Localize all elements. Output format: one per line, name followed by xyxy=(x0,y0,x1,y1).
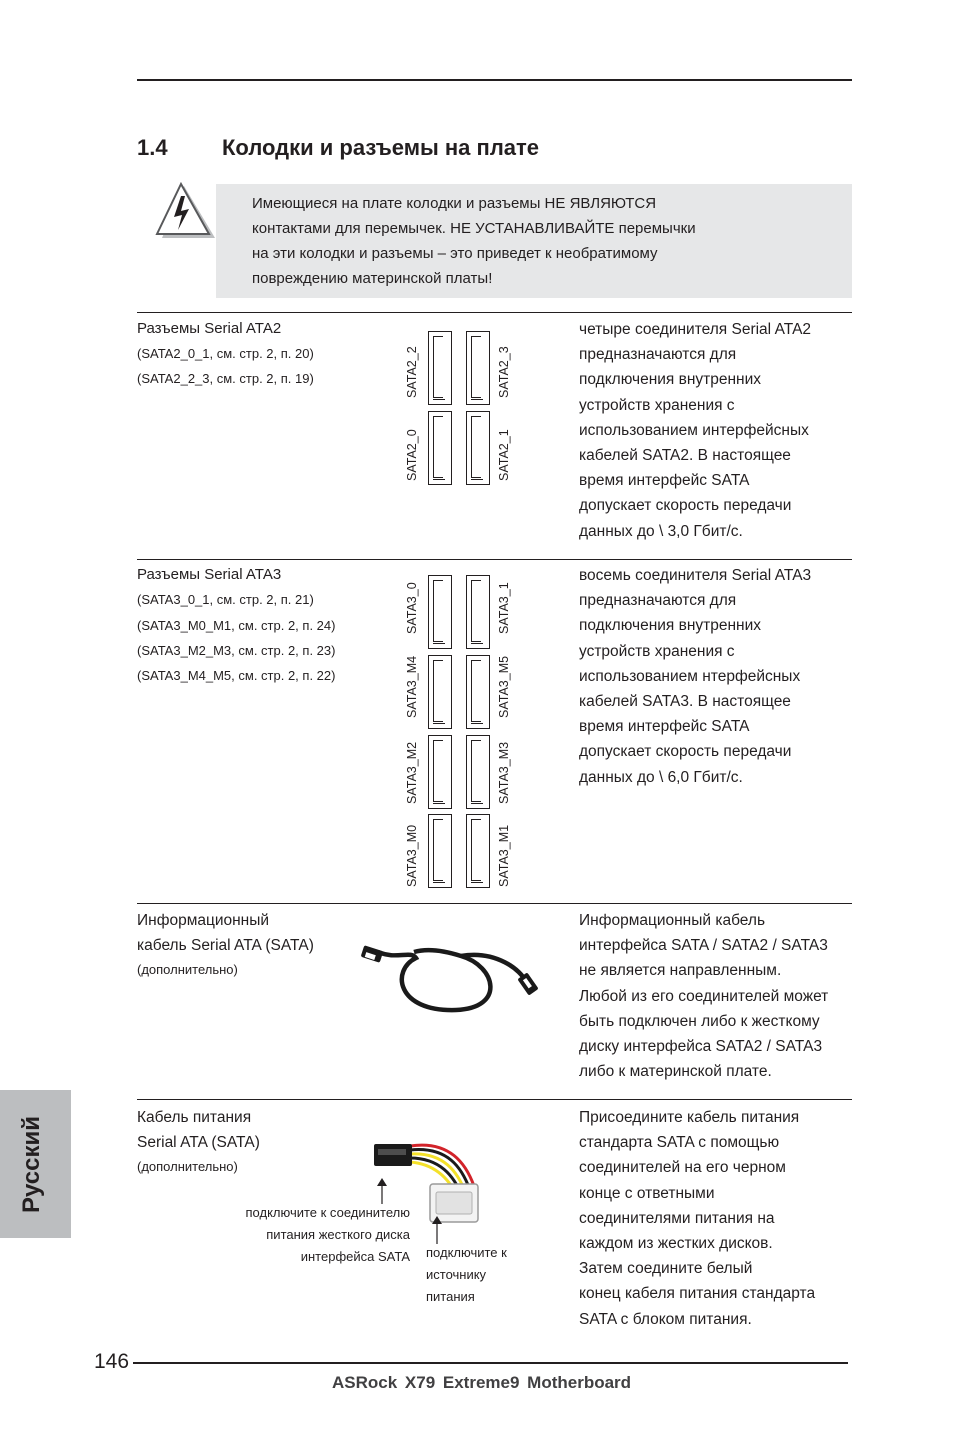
sata3-connector xyxy=(428,735,452,809)
footer-model: ASRock X79 Extreme9 Motherboard xyxy=(332,1373,632,1392)
sata3-ref: (SATA3_M4_M5, см. стр. 2, п. 22) xyxy=(137,668,336,683)
warning-icon xyxy=(153,182,219,242)
sata3-label: SATA3_M4 xyxy=(405,655,419,718)
warning-line: Имеющиеся на плате колодки и разъемы НЕ ЯВЛЯЮТСЯ xyxy=(252,195,657,212)
footer-rule xyxy=(133,1362,848,1364)
page-number: 146 xyxy=(94,1350,130,1373)
callout-hdd: подключите к соединителю питания жесткого диска интерфейса SATA xyxy=(245,1205,410,1264)
sata2-connector xyxy=(466,411,490,485)
sata3-title: Разъемы Serial ATA3 xyxy=(137,566,282,583)
divider xyxy=(137,559,852,560)
sata3-label: SATA3_M3 xyxy=(497,741,511,804)
sata3-label: SATA3_M0 xyxy=(405,824,419,887)
power-cable-optional: (дополнительно) xyxy=(137,1159,238,1174)
warning-line: контактами для перемычек. НЕ УСТАНАВЛИВАЙТЕ перемычки xyxy=(252,220,696,237)
sata3-ref: (SATA3_M2_M3, см. стр. 2, п. 23) xyxy=(137,643,336,658)
sata3-ref: (SATA3_M0_M1, см. стр. 2, п. 24) xyxy=(137,618,336,633)
sata2-label: SATA2_2 xyxy=(405,346,419,398)
sata3-connector xyxy=(466,814,490,888)
warning-line: повреждению материнской платы! xyxy=(252,270,493,287)
callout-psu: подключите к источнику питания xyxy=(426,1245,507,1304)
sata3-label: SATA3_M1 xyxy=(497,824,511,887)
sata3-connector xyxy=(428,655,452,729)
divider xyxy=(137,312,852,313)
callout-arrow xyxy=(431,1216,443,1244)
sata2-label: SATA2_3 xyxy=(497,346,511,398)
sata2-label: SATA2_1 xyxy=(497,429,511,481)
sata2-connector xyxy=(428,331,452,405)
callout-arrow xyxy=(376,1178,388,1204)
sata3-description: восемь соединителя Serial ATA3 предназначаются для подключения внутренних устройств хранения с использованием нтерфейсных кабелей SATA3. В настоящее время интерфейс SATA допускает скорость передачи данных до \ 6,0 Гбит/с. xyxy=(579,567,812,786)
sata3-label: SATA3_1 xyxy=(497,582,511,634)
sata2-title: Разъемы Serial ATA2 xyxy=(137,320,282,337)
sata2-connector xyxy=(466,331,490,405)
data-cable-title: Информационный кабель Serial ATA (SATA) xyxy=(137,912,314,955)
sata3-ref: (SATA3_0_1, см. стр. 2, п. 21) xyxy=(137,592,314,607)
sata3-connector xyxy=(428,814,452,888)
sata2-connector xyxy=(428,411,452,485)
sata2-ref: (SATA2_2_3, см. стр. 2, п. 19) xyxy=(137,371,314,386)
sata2-description: четыре соединителя Serial ATA2 предназначаются для подключения внутренних устройств хранения с использованием интерфейсных кабелей SATA2. В настоящее время интерфейс SATA допускает скорость передачи данных до \ 3,0 Гбит/с. xyxy=(579,321,812,540)
divider xyxy=(137,903,852,904)
power-cable-title: Кабель питания Serial ATA (SATA) xyxy=(137,1109,260,1152)
sata2-ref: (SATA2_0_1, см. стр. 2, п. 20) xyxy=(137,346,314,361)
power-cable-description: Присоедините кабель питания стандарта SATA с помощью соединителей на его черном конце с ответными соединителями питания на каждом из жестких дисков. Затем соедините белый конец кабеля питания стандарта SATA с блоком питания. xyxy=(579,1109,816,1328)
section-number: 1.4 xyxy=(137,135,168,160)
sata3-connector xyxy=(466,735,490,809)
sata2-label: SATA2_0 xyxy=(405,429,419,481)
divider xyxy=(137,1099,852,1100)
sata3-label: SATA3_M5 xyxy=(497,655,511,718)
data-cable-optional: (дополнительно) xyxy=(137,962,238,977)
section-title: Колодки и разъемы на плате xyxy=(222,135,540,160)
top-rule xyxy=(137,79,852,81)
language-tab-label: Русский xyxy=(18,1116,45,1213)
data-cable-description: Информационный кабель интерфейса SATA / SATA2 / SATA3 не является направленным. Любой из его соединителей может быть подключен либо к жесткому диску интерфейса SATA2 / SATA3 либо к материнской плате. xyxy=(579,912,829,1081)
sata3-connector xyxy=(428,575,452,649)
sata-data-cable-image xyxy=(356,930,548,1030)
warning-line: на эти колодки и разъемы – это приведет к необратимому xyxy=(252,245,658,262)
sata3-connector xyxy=(466,575,490,649)
sata3-label: SATA3_0 xyxy=(405,582,419,634)
sata3-label: SATA3_M2 xyxy=(405,741,419,804)
sata3-connector xyxy=(466,655,490,729)
